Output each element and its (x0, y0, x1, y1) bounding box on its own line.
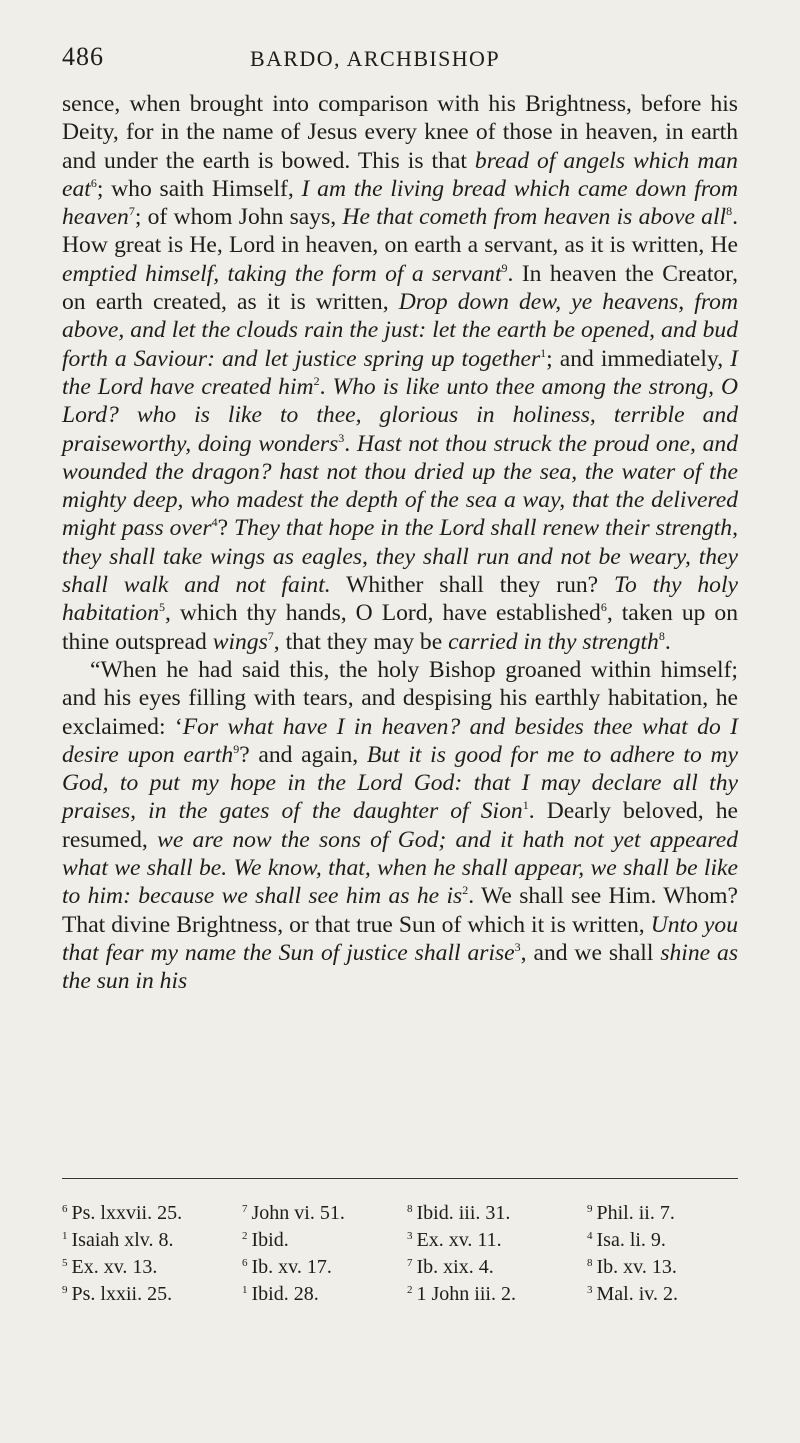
footnote-row (62, 1281, 742, 1308)
footnote-marker: 4 (211, 515, 218, 530)
footnote (242, 1281, 407, 1308)
italic-text: wings (212, 628, 268, 655)
footnote-marker: 7 (128, 204, 135, 219)
footnote-reference: Mal. iv. 2. (596, 1283, 678, 1305)
paragraph (62, 656, 738, 996)
footnote (587, 1254, 737, 1281)
text-run: , and we shall (520, 939, 661, 966)
italic-text: I the Lord have created him (62, 345, 739, 400)
footnote-number: 9 (587, 1203, 593, 1215)
footnote-marker: 1 (522, 798, 529, 813)
text-run: . How great is He, Lord in heaven, on earth a servant, as it is written, He (62, 204, 738, 259)
paragraph (62, 90, 738, 656)
footnote-number: 2 (407, 1284, 413, 1296)
footnote-reference: Ibid. 28. (251, 1283, 319, 1305)
footnote-divider (62, 1178, 738, 1179)
body-text (62, 90, 738, 996)
footnote-reference: John vi. 51. (251, 1202, 345, 1224)
footnote (587, 1200, 737, 1227)
italic-text: shine as the sun in his (62, 939, 738, 995)
italic-text: carried in thy strength (448, 628, 659, 655)
footnote-marker: 2 (462, 883, 469, 898)
footnote-number: 3 (587, 1284, 593, 1296)
italic-text: Who is like unto thee among the strong, O Lord? who is like to thee, glorious in holiness, terrible and praiseworthy, doing wonders (62, 373, 739, 457)
footnote-reference: Ibid. (251, 1229, 289, 1251)
italic-text: Drop down dew, ye heavens, from above, and let the clouds rain the just: let the earth be opened, and bud forth a Saviour: and let justice spring up together (62, 289, 738, 372)
footnote-reference: Ib. xv. 17. (251, 1256, 332, 1278)
footnote-number: 3 (407, 1230, 413, 1242)
footnote-reference: Ex. xv. 13. (71, 1256, 158, 1278)
footnote-number: 6 (62, 1203, 68, 1215)
footnote (62, 1227, 242, 1254)
footnote-reference: Isaiah xlv. 8. (71, 1229, 174, 1251)
footnote-marker: 6 (90, 175, 97, 190)
text-run: ; of whom John says, (134, 204, 343, 231)
italic-text: Hast not thou struck the proud one, and wounded the dragon? hast not thou dried up the sea, the water of the mighty deep, who madest the depth of the sea a way, that the delivered might pass over (62, 430, 738, 542)
footnote-number: 2 (242, 1230, 248, 1242)
footnote-marker: 6 (600, 600, 607, 615)
italic-text: bread of angels which man eat (62, 147, 738, 202)
footnote-number: 1 (242, 1284, 248, 1296)
text-run: ; and immediately, (546, 345, 731, 372)
text-run: . (664, 628, 671, 655)
footnote (62, 1281, 242, 1308)
footnote-number: 4 (587, 1230, 593, 1242)
footnote-number: 7 (407, 1257, 413, 1269)
italic-text: For what have I in heaven? and besides thee what do I desire upon earth (62, 713, 738, 768)
italic-text: Unto you that fear my name the Sun of justice shall arise (62, 911, 739, 966)
italic-text: But it is good for me to adhere to my God, to put my hope in the Lord God: that I may declare all thy praises, in the gates of the daughter of Sion (62, 741, 738, 825)
footnote-row (62, 1200, 742, 1227)
running-head: BARDO, ARCHBISHOP (250, 46, 500, 71)
footnote-marker: 3 (338, 430, 345, 445)
italic-text: emptied himself, taking the form of a servant (62, 260, 502, 287)
footnote-reference: Ibid. iii. 31. (416, 1202, 511, 1224)
footnote-number: 8 (587, 1257, 593, 1269)
footnote-marker: 2 (313, 373, 320, 388)
footnote (587, 1281, 737, 1308)
text-run: ; who saith Himself, (96, 175, 302, 202)
italic-text: I am the living bread which came down from heaven (62, 175, 738, 231)
footnote-reference: Phil. ii. 7. (596, 1202, 675, 1224)
text-run: . In heaven the Creator, on earth created, as it is written, (62, 260, 738, 316)
footnote (407, 1254, 587, 1281)
footnote-marker: 9 (233, 741, 240, 756)
text-run: . We shall see Him. Whom? That divine Brightness, or that true Sun of which it is written, (62, 883, 738, 938)
footnote-marker: 8 (658, 628, 665, 643)
footnote-reference: Isa. li. 9. (596, 1229, 666, 1251)
footnote-number: 9 (62, 1284, 68, 1296)
footnote-row (62, 1227, 742, 1254)
footnote (407, 1200, 587, 1227)
footnote (242, 1254, 407, 1281)
text-run: ? and again, (239, 741, 367, 768)
footnote-number: 8 (407, 1203, 413, 1215)
text-run: . (319, 373, 333, 400)
footnote-number: 5 (62, 1257, 68, 1269)
text-run: sence, when brought into comparison with his Brightness, before his Deity, for in the name of Jesus every knee of those in heaven, in earth and under the earth is bowed. This is that (62, 91, 738, 174)
footnote-reference: 1 John iii. 2. (416, 1283, 516, 1305)
footnotes (62, 1200, 742, 1308)
footnote (62, 1254, 242, 1281)
footnote (62, 1200, 242, 1227)
footnote-reference: Ib. xv. 13. (596, 1256, 677, 1278)
footnote-number: 7 (242, 1203, 248, 1215)
page-number: 486 (62, 42, 104, 71)
footnote-marker: 9 (501, 260, 508, 275)
footnote (407, 1281, 587, 1308)
footnote-number: 6 (242, 1257, 248, 1269)
italic-text: we are now the sons of God; and it hath not yet appeared what we shall be. We know, that, when he shall appear, we shall be like to him: because we shall see him as he is (62, 826, 738, 910)
italic-text: He that cometh from heaven is above all (342, 204, 727, 231)
footnote-number: 1 (62, 1230, 68, 1242)
footnote (242, 1227, 407, 1254)
footnote-row (62, 1254, 742, 1281)
footnote-marker: 5 (159, 600, 166, 615)
text-run: , taken up on thine outspread (62, 600, 738, 655)
text-run: “When he had said this, the holy Bishop groaned within himself; and his eyes filling with tears, and despising his earthly habitation, he exclaimed: ‘ (62, 656, 738, 740)
footnote (242, 1200, 407, 1227)
footnote-marker: 3 (514, 939, 521, 954)
footnote-reference: Ps. lxxii. 25. (71, 1283, 173, 1305)
italic-text: They that hope in the Lord shall renew their strength, they shall take wings as eagles, they shall run and not be weary, they shall walk and not faint. (62, 515, 739, 599)
text-run: , that they may be (273, 628, 449, 655)
footnote-marker: 1 (540, 345, 547, 360)
italic-text: To thy holy habitation (62, 572, 738, 627)
text-run: . Dearly beloved, he resumed, (62, 798, 738, 853)
text-run: . (344, 430, 357, 457)
footnote-marker: 7 (267, 628, 274, 643)
footnote-marker: 8 (726, 204, 733, 219)
footnote (407, 1227, 587, 1254)
footnote (587, 1227, 737, 1254)
text-run: , which thy hands, O Lord, have established (165, 600, 601, 627)
footnote-reference: Ps. lxxvii. 25. (71, 1202, 183, 1224)
page-header (62, 42, 740, 76)
text-run: ? (217, 515, 235, 542)
text-run: Whither shall they run? (330, 572, 615, 599)
footnote-reference: Ex. xv. 11. (416, 1229, 502, 1251)
footnote-reference: Ib. xix. 4. (416, 1256, 494, 1278)
